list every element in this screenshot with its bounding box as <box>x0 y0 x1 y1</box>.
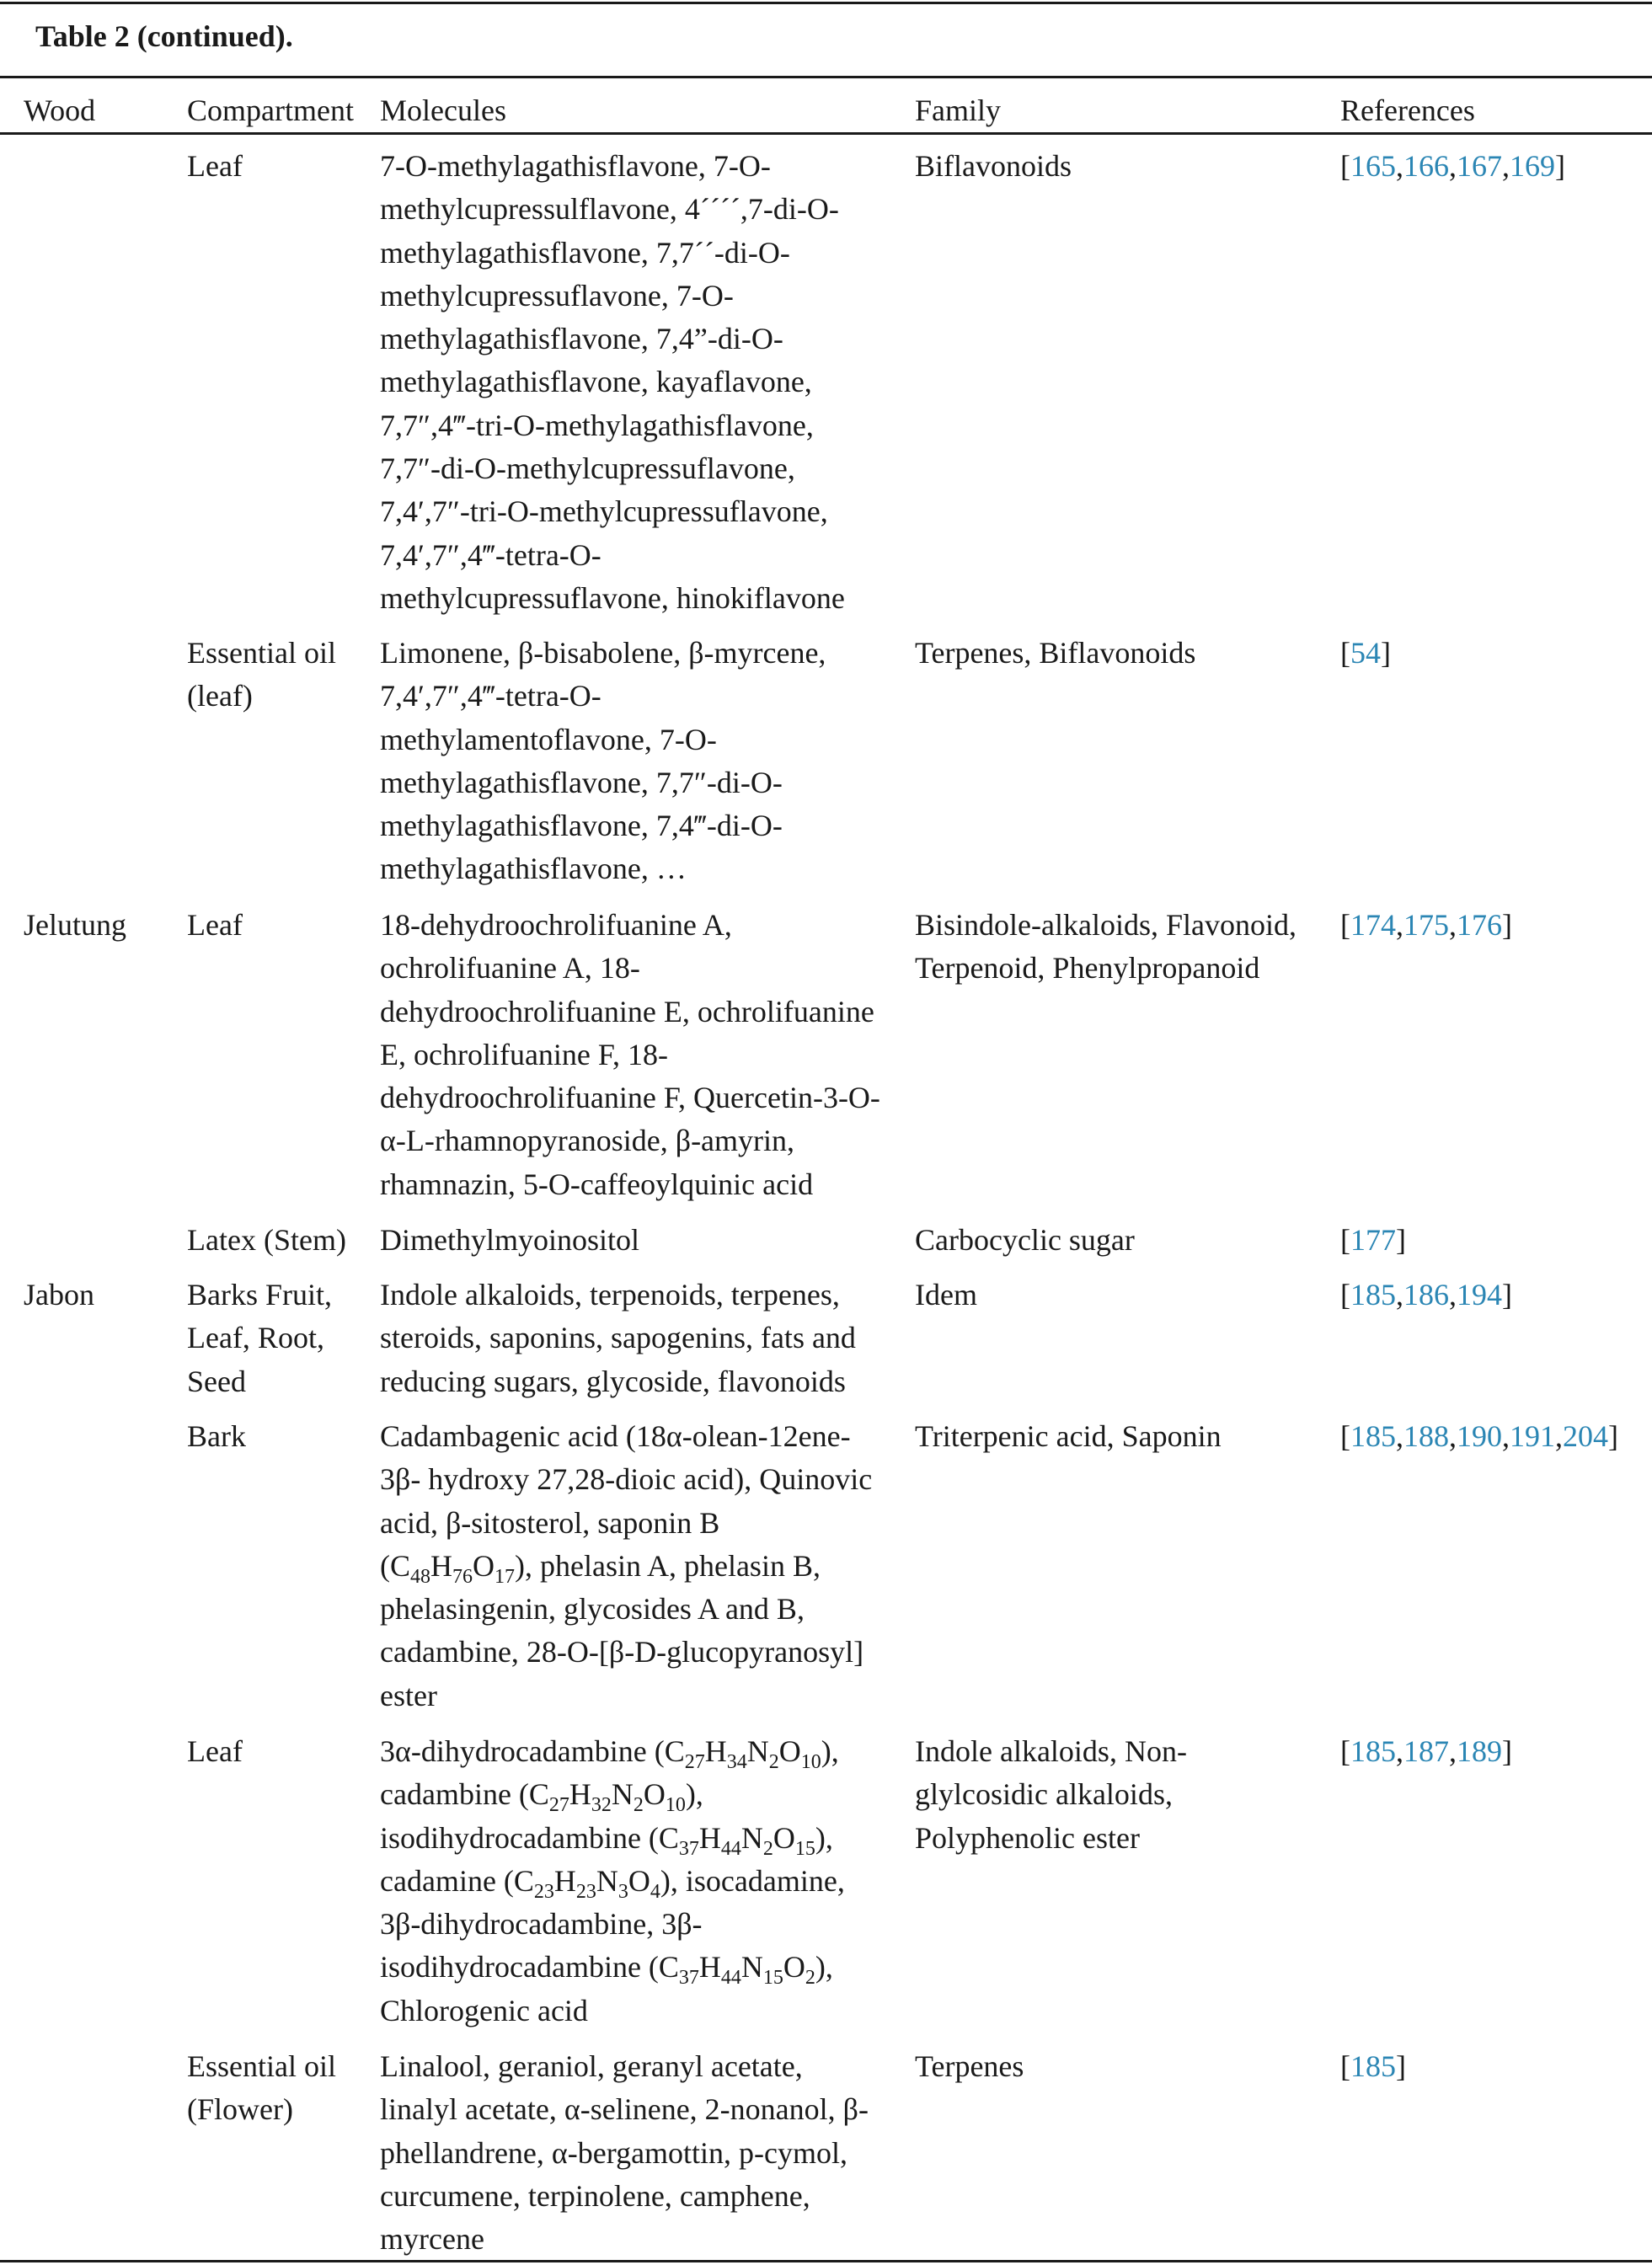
compartment-cell <box>187 1415 246 1458</box>
molecules-line: methylagathisflavone, … <box>380 852 687 886</box>
molecules-line: 7,4′,7″-tri-O-methylcupressuflavone, <box>380 494 828 529</box>
reference-link[interactable]: 167 <box>1457 149 1502 183</box>
reference-link[interactable]: 189 <box>1457 1734 1502 1768</box>
wood-line: Jabon <box>24 1278 94 1311</box>
molecules-line: 7-O-methylagathisflavone, 7-O- <box>380 149 771 183</box>
family-line: Idem <box>915 1278 977 1311</box>
compartment-line: Leaf <box>187 908 243 942</box>
compartment-line: Barks Fruit, <box>187 1278 333 1311</box>
molecules-line: cadamine $(C_{23}H_{23}N_3O_4)$, isocadamine, <box>380 1863 845 1903</box>
column-header-compartment: Compartment <box>187 93 354 127</box>
reference-link[interactable]: 185 <box>1350 1278 1396 1311</box>
family-cell <box>915 632 1195 675</box>
caption-rule <box>0 76 1652 78</box>
compartment-line: Latex (Stem) <box>187 1223 346 1257</box>
compartment-line: (leaf) <box>187 679 253 713</box>
molecules-line: Dimethylmyoinositol <box>380 1223 640 1257</box>
molecules-line: phelasingenin, glycosides A and B, <box>380 1592 805 1627</box>
references-cell: [185,188,190,191,204] <box>1340 1419 1618 1453</box>
table-caption: Table 2 (continued). <box>35 19 293 53</box>
family-line: Polyphenolic ester <box>915 1820 1140 1855</box>
family-cell <box>915 1730 1187 1860</box>
compartment-line: (Flower) <box>187 2092 293 2127</box>
molecules-cell <box>380 145 845 620</box>
molecules-line: ochrolifuanine A, 18- <box>380 951 640 986</box>
family-cell <box>915 145 1072 188</box>
molecules-line: Indole alkaloids, terpenoids, terpenes, <box>380 1278 840 1311</box>
molecules-line: steroids, saponins, sapogenins, fats and <box>380 1321 856 1355</box>
molecules-line: reducing sugars, glycoside, flavonoids <box>380 1364 846 1398</box>
references-cell: [177] <box>1340 1223 1406 1257</box>
header-rule <box>0 132 1652 135</box>
reference-link[interactable]: 186 <box>1403 1278 1449 1311</box>
molecules-line: 7,4′,7″,4‴-tetra-O- <box>380 537 601 572</box>
family-cell <box>915 1415 1222 1458</box>
molecules-line: methylcupressuflavone, 7-O- <box>380 278 734 313</box>
molecules-line: methylamentoflavone, 7-O- <box>380 722 717 756</box>
molecules-cell <box>380 632 826 891</box>
compartment-line: Essential oil <box>187 636 336 670</box>
family-line: Terpenes <box>915 2049 1024 2083</box>
references-cell: [185,186,194] <box>1340 1278 1512 1311</box>
molecules-cell <box>380 904 880 1206</box>
molecules-line: rhamnazin, 5-O-caffeoylquinic acid <box>380 1167 814 1201</box>
references-cell: [185,187,189] <box>1340 1734 1512 1768</box>
compartment-cell <box>187 1730 243 1773</box>
molecules-line: methylagathisflavone, 7,7″-di-O- <box>380 765 783 799</box>
molecules-line: 3β- hydroxy 27,28-dioic acid), Quinovic <box>380 1462 873 1497</box>
molecules-cell <box>380 2045 869 2261</box>
molecules-line: Chlorogenic acid <box>380 1993 588 2027</box>
reference-link[interactable]: 185 <box>1350 1734 1396 1768</box>
table-top-rule <box>0 2 1652 4</box>
reference-link[interactable]: 174 <box>1350 908 1396 942</box>
compartment-line: Leaf <box>187 149 243 183</box>
reference-link[interactable]: 190 <box>1457 1419 1502 1453</box>
references-cell: [54] <box>1340 636 1391 670</box>
column-header-family: Family <box>915 93 1002 127</box>
reference-link[interactable]: 204 <box>1563 1419 1608 1453</box>
molecules-line: methylagathisflavone, 7,7´´-di-O- <box>380 235 790 270</box>
molecules-line: Linalool, geraniol, geranyl acetate, <box>380 2049 803 2083</box>
molecules-line: dehydroochrolifuanine E, ochrolifuanine <box>380 994 874 1028</box>
molecules-line: Limonene, β-bisabolene, β-myrcene, <box>380 636 826 670</box>
reference-link[interactable]: 185 <box>1350 2049 1396 2083</box>
molecules-line: 3α-dihydrocadambine $(C_{27}H_{34}N_2O_{10})$, <box>380 1734 839 1773</box>
molecules-line: acid, β-sitosterol, saponin B <box>380 1505 720 1540</box>
molecules-cell <box>380 1415 872 1717</box>
molecules-line: myrcene <box>380 2222 484 2257</box>
reference-link[interactable]: 188 <box>1403 1419 1449 1453</box>
compartment-cell <box>187 2045 336 2132</box>
molecules-cell <box>380 1274 856 1403</box>
family-cell <box>915 1274 977 1317</box>
family-line: Carbocyclic sugar <box>915 1223 1135 1257</box>
molecules-cell <box>380 1219 639 1262</box>
references-cell: [185] <box>1340 2049 1406 2083</box>
table-bottom-rule <box>0 2260 1652 2262</box>
reference-link[interactable]: 194 <box>1457 1278 1502 1311</box>
molecules-line: cadambine, 28-O-[β-D-glucopyranosyl] <box>380 1635 864 1669</box>
molecules-line: cadambine $(C_{27}H_{32}N_2O_{10})$, <box>380 1777 703 1817</box>
molecules-line: isodihydrocadambine $(C_{37}H_{44}N_{15}O_2)$, <box>380 1950 833 1990</box>
molecules-line: ester <box>380 1678 437 1712</box>
compartment-cell <box>187 904 243 947</box>
references-cell: [165,166,167,169] <box>1340 149 1565 183</box>
compartment-line: Essential oil <box>187 2049 336 2083</box>
compartment-cell <box>187 145 243 188</box>
reference-link[interactable]: 176 <box>1457 908 1502 942</box>
compartment-line: Seed <box>187 1364 246 1398</box>
reference-link[interactable]: 185 <box>1350 1419 1396 1453</box>
family-cell <box>915 904 1296 991</box>
family-line: Indole alkaloids, Non- <box>915 1734 1187 1768</box>
molecules-line: dehydroochrolifuanine F, Quercetin-3-O- <box>380 1081 880 1115</box>
family-line: Triterpenic acid, Saponin <box>915 1419 1222 1453</box>
reference-link[interactable]: 54 <box>1350 636 1381 670</box>
family-line: Terpenes, Biflavonoids <box>915 636 1196 670</box>
family-line: glylcosidic alkaloids, <box>915 1777 1173 1812</box>
reference-link[interactable]: 191 <box>1510 1419 1555 1453</box>
molecules-line: linalyl acetate, α-selinene, 2-nonanol, β- <box>380 2092 869 2127</box>
compartment-cell <box>187 1219 346 1262</box>
molecules-line: 7,4′,7″,4‴-tetra-O- <box>380 679 601 713</box>
molecules-line: isodihydrocadambine $(C_{37}H_{44}N_2O_{15})$, <box>380 1820 833 1860</box>
column-header-wood: Wood <box>24 93 96 127</box>
molecules-line: methylagathisflavone, kayaflavone, <box>380 365 812 399</box>
molecules-line: α-L-rhamnopyranoside, β-amyrin, <box>380 1124 795 1158</box>
reference-link[interactable]: 187 <box>1403 1734 1449 1768</box>
family-cell <box>915 2045 1024 2088</box>
molecules-line: methylcupressulflavone, 4´´´´,7-di-O- <box>380 192 839 227</box>
reference-link[interactable]: 166 <box>1403 149 1449 183</box>
molecules-line: methylcupressuflavone, hinokiflavone <box>380 580 845 615</box>
molecules-line: methylagathisflavone, 7,4‴-di-O- <box>380 809 783 843</box>
molecules-line: curcumene, terpinolene, camphene, <box>380 2178 810 2213</box>
molecules-line: 7,7″-di-O-methylcupressuflavone, <box>380 451 795 486</box>
compartment-line: Leaf, Root, <box>187 1321 324 1355</box>
molecules-line: E, ochrolifuanine F, 18- <box>380 1037 669 1071</box>
family-line: Biflavonoids <box>915 149 1072 183</box>
family-line: Bisindole-alkaloids, Flavonoid, <box>915 908 1296 942</box>
column-header-molecules: Molecules <box>380 93 506 127</box>
compartment-line: Leaf <box>187 1734 243 1768</box>
column-header-references: References <box>1340 93 1475 127</box>
reference-link[interactable]: 169 <box>1510 149 1555 183</box>
reference-link[interactable]: 175 <box>1403 908 1449 942</box>
wood-cell <box>24 904 126 947</box>
reference-link[interactable]: 177 <box>1350 1223 1396 1257</box>
compartment-cell <box>187 632 336 718</box>
references-cell: [174,175,176] <box>1340 908 1512 942</box>
compartment-line: Bark <box>187 1419 246 1453</box>
molecules-line: 3β-dihydrocadambine, 3β- <box>380 1907 703 1942</box>
molecules-line: 18-dehydroochrolifuanine A, <box>380 908 732 942</box>
wood-cell <box>24 1274 94 1317</box>
molecules-line: $(C_{48}H_{76}O_{17})$, phelasin A, phelasin B, <box>380 1548 821 1588</box>
reference-link[interactable]: 165 <box>1350 149 1396 183</box>
molecules-cell <box>380 1730 845 2033</box>
molecules-line: Cadambagenic acid (18α-olean-12ene- <box>380 1419 851 1453</box>
family-line: Terpenoid, Phenylpropanoid <box>915 951 1260 986</box>
molecules-line: methylagathisflavone, 7,4”-di-O- <box>380 322 783 356</box>
molecules-line: phellandrene, α-bergamottin, p-cymol, <box>380 2135 848 2170</box>
molecules-line: 7,7″,4‴-tri-O-methylagathisflavone, <box>380 408 814 442</box>
family-cell <box>915 1219 1135 1262</box>
compartment-cell <box>187 1274 332 1403</box>
wood-line: Jelutung <box>24 908 126 942</box>
